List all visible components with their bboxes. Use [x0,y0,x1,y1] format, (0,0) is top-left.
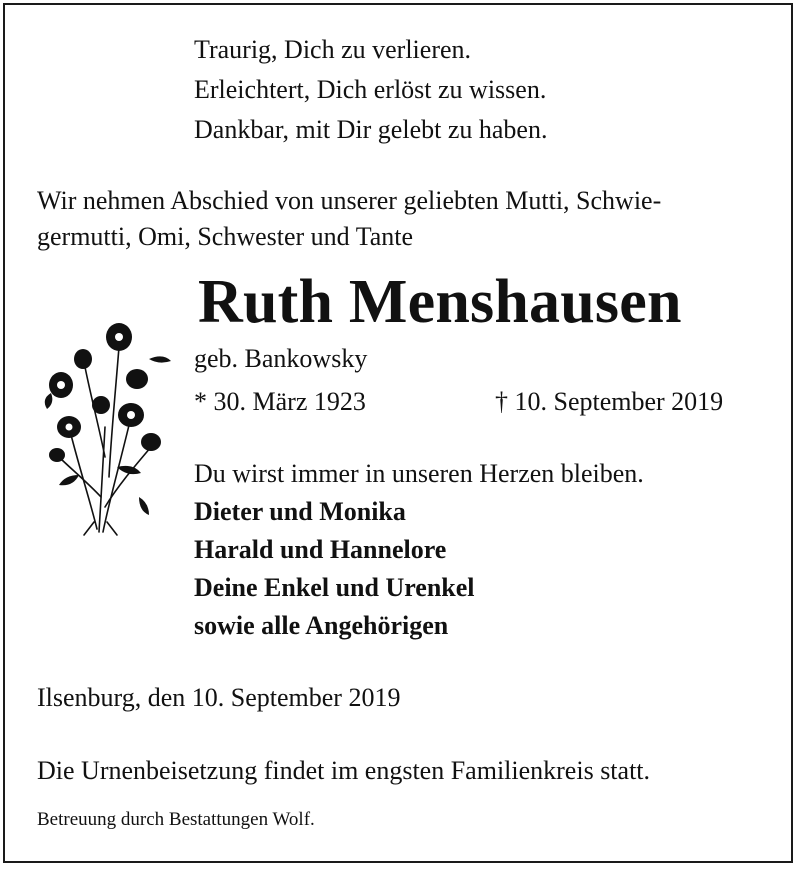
mourner-line-2: Harald und Hannelore [194,535,447,564]
poem-line-3: Dankbar, mit Dir gelebt zu haben. [194,115,548,144]
maiden-name: geb. Bankowsky [194,344,368,373]
mourner-line-1: Dieter und Monika [194,497,406,526]
obituary-notice [3,3,793,863]
undertaker-credit: Betreuung durch Bestattungen Wolf. [37,809,315,830]
mourner-line-3: Deine Enkel und Urenkel [194,573,475,602]
memorial-message: Du wirst immer in unseren Herzen bleiben. [194,459,644,488]
funeral-note: Die Urnenbeisetzung findet im engsten Familienkreis statt. [37,756,651,785]
intro-line-1: Wir nehmen Abschied von unserer geliebten Mutti, Schwie- [37,186,662,215]
place-date: Ilsenburg, den 10. September 2019 [37,683,401,712]
deceased-name: Ruth Menshausen [198,268,682,336]
intro-line-2: germutti, Omi, Schwester und Tante [37,222,414,251]
birth-date: * 30. März 1923 [194,387,366,416]
death-date: † 10. September 2019 [495,387,724,416]
mourner-line-4: sowie alle Angehörigen [194,611,449,640]
poem-line-1: Traurig, Dich zu verlieren. [194,35,472,64]
poem-line-2: Erleichtert, Dich erlöst zu wissen. [194,75,547,104]
flower-bouquet-icon [39,307,174,537]
